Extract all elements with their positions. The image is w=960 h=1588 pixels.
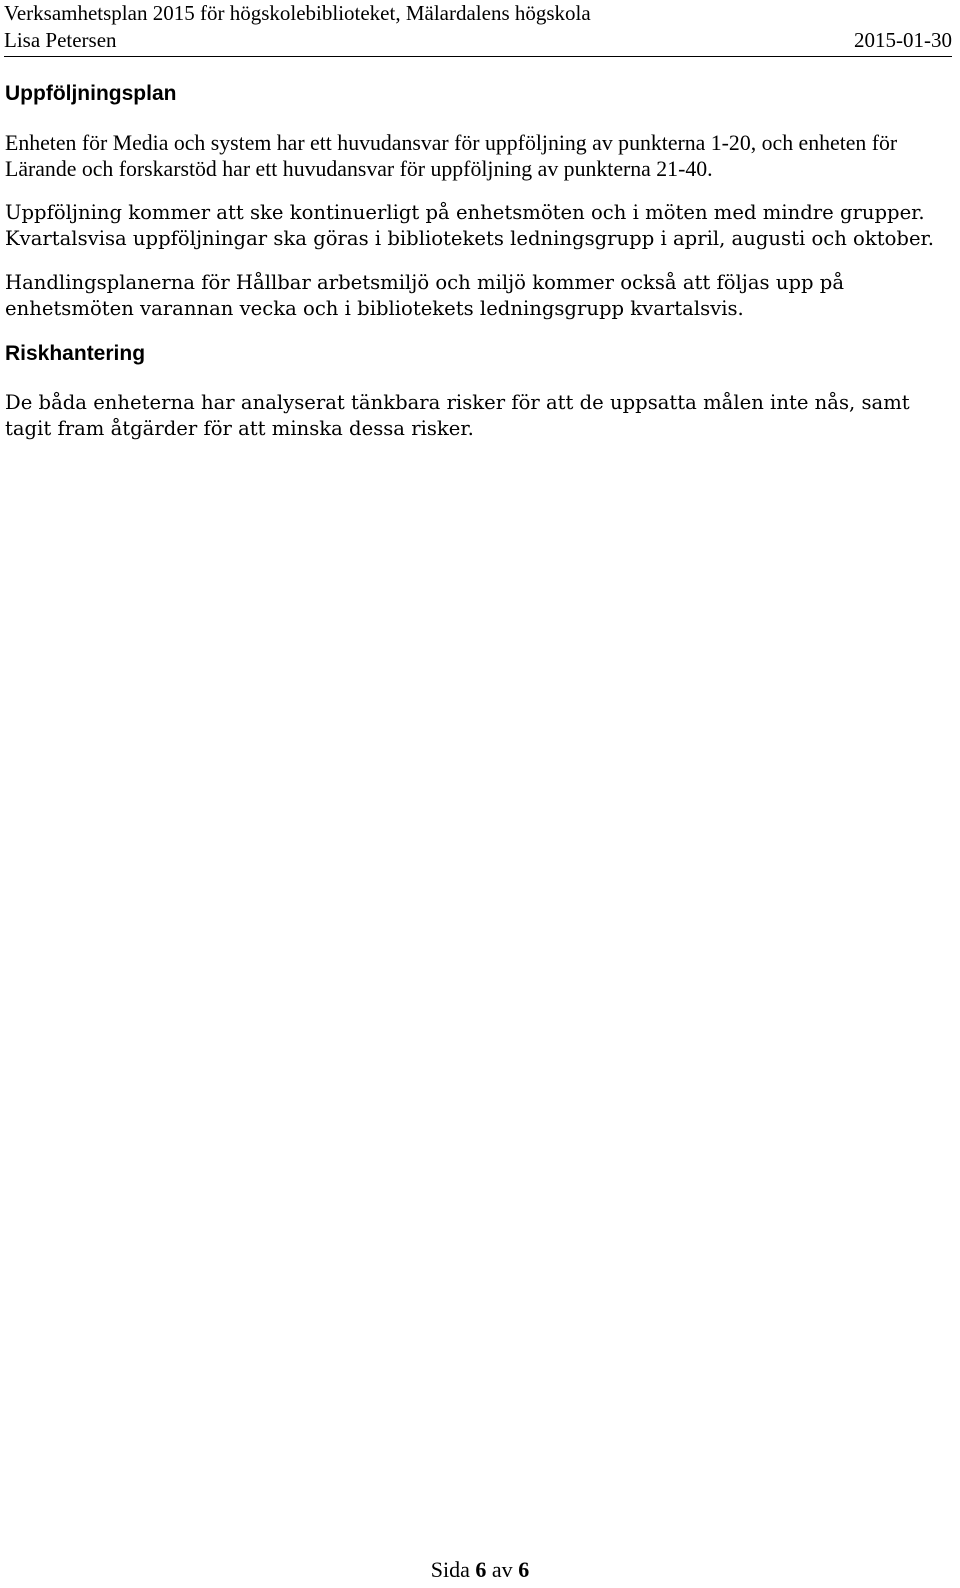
paragraph: Handlingsplanerna för Hållbar arbetsmiljö och miljö kommer också att följas upp på enhetsmöten varannan vecka och i bibliotekets ledningsgrupp kvartalsvis. bbox=[5, 271, 845, 320]
total-page-count: 6 bbox=[518, 1557, 530, 1582]
page-header bbox=[4, 0, 952, 54]
document-date: 2015-01-30 bbox=[854, 28, 952, 52]
section-uppfoljningsplan bbox=[5, 80, 950, 322]
section-riskhantering bbox=[5, 340, 950, 442]
page-footer bbox=[0, 1556, 960, 1584]
page-separator: av bbox=[491, 1557, 513, 1582]
document-title: Verksamhetsplan 2015 för högskolebiblioteket, Mälardalens högskola bbox=[4, 1, 591, 25]
paragraph: De båda enheterna har analyserat tänkbara risker för att de uppsatta målen inte nås, samt tagit fram åtgärder för att minska dessa risker. bbox=[5, 391, 910, 440]
document-author: Lisa Petersen bbox=[4, 28, 117, 52]
page-content bbox=[5, 80, 950, 460]
page-label: Sida bbox=[430, 1557, 470, 1582]
header-meta-row bbox=[4, 27, 952, 54]
header-divider bbox=[4, 56, 952, 57]
paragraph: Uppföljning kommer att ske kontinuerligt på enhetsmöten och i möten med mindre grupper. Kvartalsvisa uppföljningar ska göras i bibliotekets ledningsgrupp i april, augusti och oktober. bbox=[5, 201, 934, 250]
current-page-number: 6 bbox=[475, 1557, 487, 1582]
section-heading: Riskhantering bbox=[5, 342, 146, 365]
section-heading: Uppföljningsplan bbox=[5, 82, 177, 105]
paragraph: Enheten för Media och system har ett huvudansvar för uppföljning av punkterna 1-20, och enheten för Lärande och forskarstöd har ett huvudansvar för uppföljning av punkterna 21-40. bbox=[5, 131, 898, 181]
